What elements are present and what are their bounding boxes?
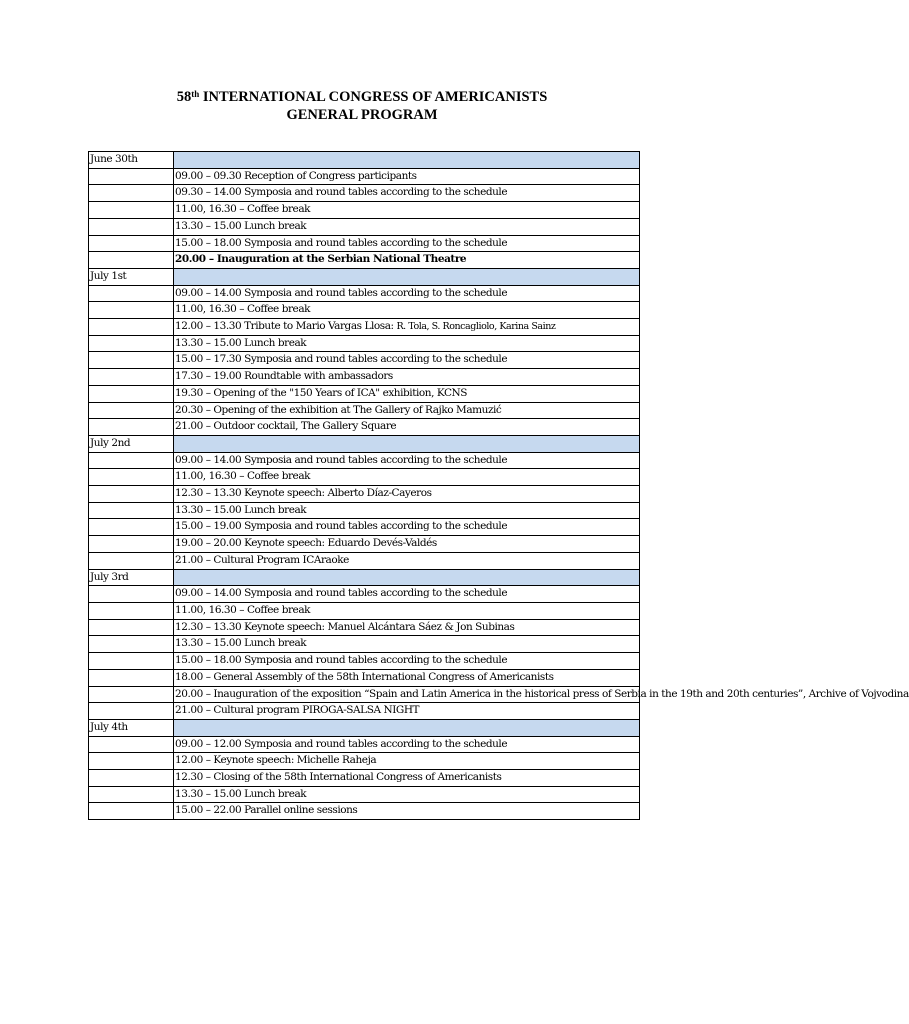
- event-cell: [174, 335, 640, 352]
- event-cell: [174, 753, 640, 770]
- empty-day-cell: [89, 452, 174, 469]
- event-row: [89, 252, 640, 269]
- event-cell: [174, 636, 640, 653]
- empty-day-cell: [89, 285, 174, 302]
- event-text: 09.00 – 12.00 Symposia and round tables according to the schedule: [175, 737, 508, 750]
- day-header-row: [89, 268, 640, 285]
- event-text: 20.00 – Inauguration at the Serbian National Theatre: [175, 253, 467, 266]
- event-text: 19.00 – 20.00 Keynote speech: Eduardo Devés-Valdés: [175, 537, 437, 550]
- event-text: 11.00, 16.30 – Coffee break: [175, 303, 311, 316]
- event-cell: [174, 218, 640, 235]
- event-row: [89, 736, 640, 753]
- event-row: [89, 302, 640, 319]
- event-text: 18.00 – General Assembly of the 58th International Congress of Americanists: [175, 670, 554, 683]
- event-cell: [174, 552, 640, 569]
- event-text: 12.30 – Closing of the 58th International Congress of Americanists: [175, 771, 502, 784]
- event-row: [89, 803, 640, 820]
- event-row: [89, 168, 640, 185]
- event-cell: [174, 369, 640, 386]
- event-text: 15.00 – 18.00 Symposia and round tables according to the schedule: [175, 236, 508, 249]
- event-text: 15.00 – 17.30 Symposia and round tables according to the schedule: [175, 353, 508, 366]
- event-row: [89, 385, 640, 402]
- event-text: 12.00 – 13.30 Tribute to Mario Vargas Llosa:: [175, 320, 397, 333]
- empty-day-cell: [89, 486, 174, 503]
- empty-day-cell: [89, 402, 174, 419]
- event-cell: [174, 602, 640, 619]
- event-text: 21.00 – Cultural program PIROGA-SALSA NIGHT: [175, 704, 420, 717]
- event-text: 15.00 – 19.00 Symposia and round tables according to the schedule: [175, 520, 508, 533]
- program-table-body: [89, 152, 909, 820]
- event-row: [89, 669, 640, 686]
- empty-day-cell: [89, 185, 174, 202]
- event-speakers: R. Tola, S. Roncagliolo, Karina Sainz: [396, 321, 556, 333]
- title-line-1: [0, 88, 724, 106]
- event-row: [89, 636, 640, 653]
- event-text: 09.00 – 14.00 Symposia and round tables according to the schedule: [175, 587, 508, 600]
- event-cell: [174, 486, 640, 503]
- event-cell: [174, 419, 640, 436]
- empty-day-cell: [89, 168, 174, 185]
- empty-day-cell: [89, 619, 174, 636]
- day-header-fill: [174, 435, 640, 452]
- day-header-row: [89, 719, 640, 736]
- day-label: June 30th: [89, 152, 174, 169]
- event-row: [89, 319, 640, 336]
- event-row: [89, 653, 640, 670]
- event-row: [89, 753, 640, 770]
- event-text: 09.30 – 14.00 Symposia and round tables according to the schedule: [175, 186, 508, 199]
- empty-day-cell: [89, 753, 174, 770]
- event-row: [89, 519, 640, 536]
- event-cell: [174, 452, 640, 469]
- event-row: [89, 185, 640, 202]
- event-text: 13.30 – 15.00 Lunch break: [175, 787, 307, 800]
- event-row: [89, 218, 640, 235]
- day-header-row: [89, 569, 640, 586]
- empty-day-cell: [89, 669, 174, 686]
- event-row: [89, 335, 640, 352]
- event-text: 11.00, 16.30 – Coffee break: [175, 203, 311, 216]
- event-row: [89, 586, 640, 603]
- empty-day-cell: [89, 536, 174, 553]
- title-line-2: GENERAL PROGRAM: [286, 107, 438, 123]
- event-cell: [174, 352, 640, 369]
- event-row: [89, 686, 640, 703]
- event-cell: [174, 803, 640, 820]
- day-label: July 3rd: [89, 569, 174, 586]
- day-label: July 2nd: [89, 435, 174, 452]
- empty-day-cell: [89, 636, 174, 653]
- event-cell: [174, 502, 640, 519]
- event-cell: [174, 385, 640, 402]
- event-row: [89, 369, 640, 386]
- event-text: 15.00 – 22.00 Parallel online sessions: [175, 804, 358, 817]
- event-cell: [174, 302, 640, 319]
- day-header-row: [89, 152, 640, 169]
- event-text: 20.30 – Opening of the exhibition at The Gallery of Rajko Mamuzić: [175, 403, 502, 416]
- event-row: [89, 352, 640, 369]
- event-text: 21.00 – Cultural Program ICAraoke: [175, 553, 349, 566]
- event-text: 12.00 – Keynote speech: Michelle Raheja: [175, 754, 377, 767]
- event-text: 15.00 – 18.00 Symposia and round tables according to the schedule: [175, 654, 508, 667]
- event-row: [89, 235, 640, 252]
- event-row: [89, 703, 640, 720]
- event-row: [89, 285, 640, 302]
- empty-day-cell: [89, 218, 174, 235]
- empty-day-cell: [89, 770, 174, 787]
- empty-day-cell: [89, 252, 174, 269]
- event-text: 11.00, 16.30 – Coffee break: [175, 470, 311, 483]
- event-cell: [174, 736, 640, 753]
- event-cell: [174, 252, 640, 269]
- day-header-fill: [174, 569, 640, 586]
- event-cell: [174, 202, 640, 219]
- event-row: [89, 486, 640, 503]
- event-text: 09.00 – 14.00 Symposia and round tables according to the schedule: [175, 453, 508, 466]
- empty-day-cell: [89, 786, 174, 803]
- empty-day-cell: [89, 369, 174, 386]
- event-cell: [174, 469, 640, 486]
- event-cell: [174, 669, 640, 686]
- event-row: [89, 602, 640, 619]
- event-text: 09.00 – 09.30 Reception of Congress participants: [175, 169, 417, 182]
- empty-day-cell: [89, 736, 174, 753]
- event-cell: [174, 319, 640, 336]
- empty-day-cell: [89, 335, 174, 352]
- empty-day-cell: [89, 519, 174, 536]
- event-text: 12.30 – 13.30 Keynote speech: Alberto Díaz-Cayeros: [175, 487, 432, 500]
- empty-day-cell: [89, 202, 174, 219]
- event-cell: [174, 235, 640, 252]
- event-text: 13.30 – 15.00 Lunch break: [175, 503, 307, 516]
- event-row: [89, 770, 640, 787]
- title-ordinal: 58: [176, 89, 192, 105]
- event-cell: [174, 185, 640, 202]
- empty-day-cell: [89, 385, 174, 402]
- day-header-fill: [174, 719, 640, 736]
- event-row: [89, 202, 640, 219]
- empty-day-cell: [89, 352, 174, 369]
- event-cell: [174, 703, 640, 720]
- title-ordinal-suffix: th: [191, 89, 200, 99]
- empty-day-cell: [89, 235, 174, 252]
- empty-day-cell: [89, 552, 174, 569]
- event-text: 11.00, 16.30 – Coffee break: [175, 603, 311, 616]
- event-row: [89, 402, 640, 419]
- empty-day-cell: [89, 803, 174, 820]
- event-text: 19.30 – Opening of the "150 Years of ICA" exhibition, KCNS: [175, 386, 468, 399]
- event-text: 12.30 – 13.30 Keynote speech: Manuel Alcántara Sáez & Jon Subinas: [175, 620, 515, 633]
- event-row: [89, 452, 640, 469]
- event-cell: [174, 653, 640, 670]
- event-cell: [174, 168, 640, 185]
- event-row: [89, 419, 640, 436]
- event-row: [89, 502, 640, 519]
- empty-day-cell: [89, 686, 174, 703]
- empty-day-cell: [89, 653, 174, 670]
- event-cell: [174, 536, 640, 553]
- event-cell: [174, 402, 640, 419]
- event-row: [89, 536, 640, 553]
- event-cell: [174, 770, 640, 787]
- event-text: 13.30 – 15.00 Lunch break: [175, 219, 307, 232]
- event-text: 13.30 – 15.00 Lunch break: [175, 637, 307, 650]
- event-cell: [174, 586, 640, 603]
- empty-day-cell: [89, 602, 174, 619]
- event-text: 20.00 – Inauguration of the exposition “Spain and Latin America in the historical press of Serbia in the 19th and 20th centuries”, Archive of Vojvodina: [175, 687, 909, 700]
- empty-day-cell: [89, 703, 174, 720]
- event-cell: [174, 786, 640, 803]
- empty-day-cell: [89, 319, 174, 336]
- title-congress-name: INTERNATIONAL CONGRESS OF AMERICANISTS: [199, 89, 548, 105]
- program-table: [88, 151, 909, 820]
- day-label: July 1st: [89, 268, 174, 285]
- day-label: July 4th: [89, 719, 174, 736]
- empty-day-cell: [89, 419, 174, 436]
- event-text: 13.30 – 15.00 Lunch break: [175, 336, 307, 349]
- event-cell: [174, 519, 640, 536]
- day-header-fill: [174, 268, 640, 285]
- event-row: [89, 552, 640, 569]
- event-row: [89, 619, 640, 636]
- event-cell: [174, 686, 909, 703]
- event-cell: [174, 285, 640, 302]
- day-header-fill: [174, 152, 640, 169]
- event-row: [89, 786, 640, 803]
- empty-day-cell: [89, 469, 174, 486]
- event-row: [89, 469, 640, 486]
- event-text: 09.00 – 14.00 Symposia and round tables according to the schedule: [175, 286, 508, 299]
- empty-day-cell: [89, 302, 174, 319]
- day-header-row: [89, 435, 640, 452]
- event-cell: [174, 619, 640, 636]
- empty-day-cell: [89, 586, 174, 603]
- event-text: 21.00 – Outdoor cocktail, The Gallery Square: [175, 420, 397, 433]
- document-title: [0, 88, 724, 124]
- event-text: 17.30 – 19.00 Roundtable with ambassadors: [175, 370, 393, 383]
- empty-day-cell: [89, 502, 174, 519]
